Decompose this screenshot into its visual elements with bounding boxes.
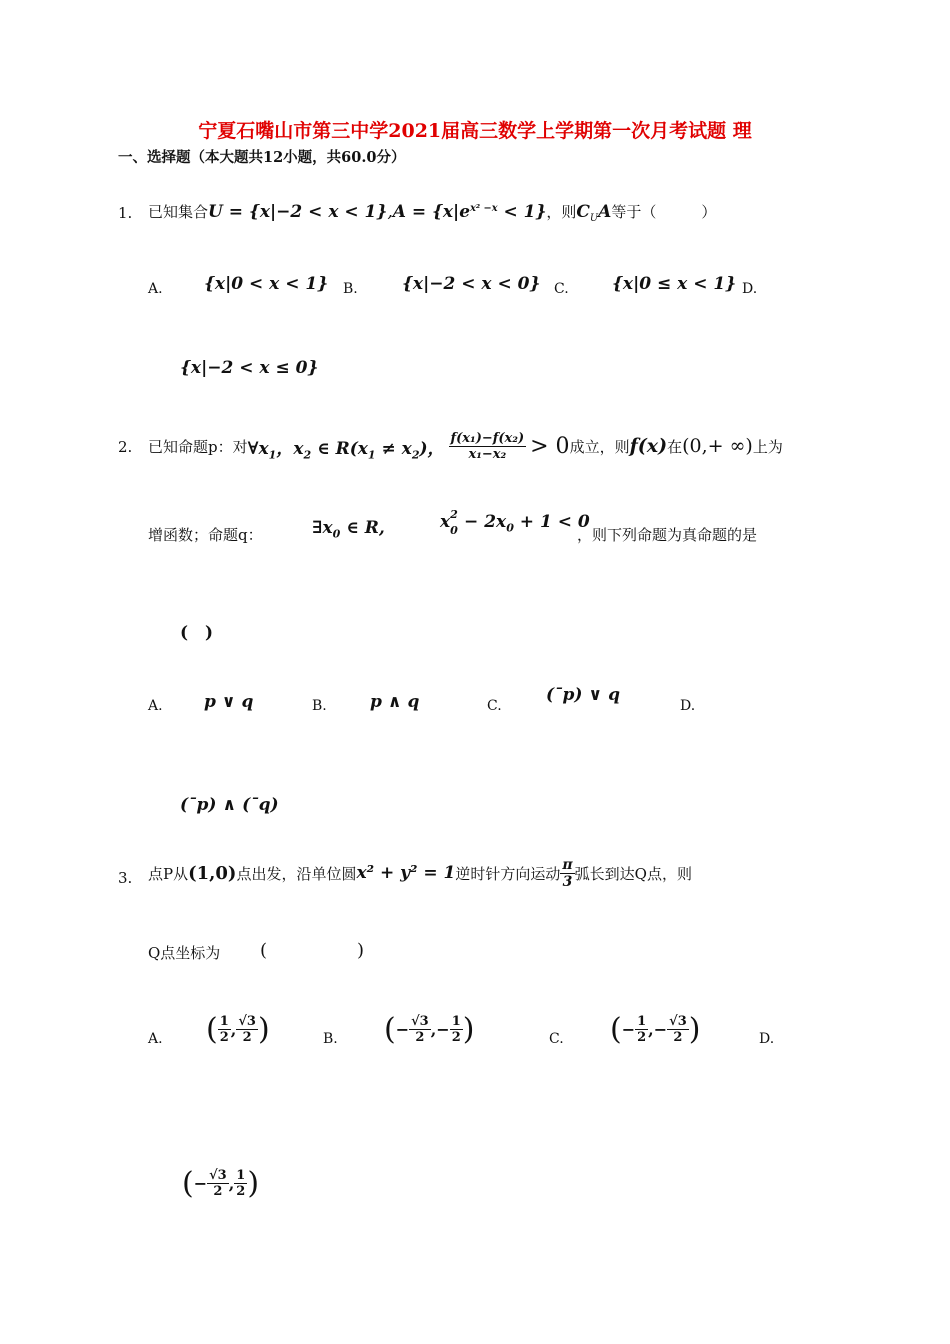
q3-option-b: (− $\frac{√3}{2}$ ,− $\frac{1}{2}$ ) (384, 1012, 475, 1047)
q2-forall-sub: 1 (268, 447, 277, 461)
q3-mid: 点出发，沿单位圆 (236, 864, 357, 883)
q1-option-d: {x|−2 < x ≤ 0} (180, 358, 319, 378)
q2-forall: ∀x (247, 438, 269, 459)
q3-c-y-num: √3 (669, 1014, 687, 1029)
q1-cua: C (576, 202, 590, 222)
q2-exists-clause (312, 518, 385, 541)
q3-a-y-den: 2 (242, 1030, 252, 1045)
q2-mid2: ∈ R(x (311, 438, 368, 459)
q3-paren: ( ) (260, 940, 365, 961)
q3-b-x-sign: − (395, 1020, 410, 1039)
question-1-stem (148, 196, 716, 228)
q3-option-c: (− $\frac{1}{2}$ ,− $\frac{√3}{2}$ ) (610, 1012, 701, 1047)
q3-a-x-num: 1 (219, 1014, 229, 1029)
q3-b-y-num: 1 (451, 1014, 461, 1029)
q1-option-a: {x|0 < x < 1} (204, 274, 329, 294)
q3-pi-den: 3 (560, 873, 574, 890)
q1-comma: , (387, 202, 393, 222)
q2-option-b-label: B. (312, 698, 327, 714)
q3-c-y-den: 2 (673, 1030, 683, 1045)
q3-b-y-sign: − (436, 1020, 450, 1039)
q1-a-set-post: < 1} (497, 202, 547, 222)
q3-b-x-num: √3 (411, 1014, 429, 1029)
q3-option-b-label: B. (323, 1031, 338, 1047)
q1-option-b-label: B. (343, 281, 358, 297)
q2-frac-den: x₁−x₂ (468, 446, 507, 462)
q3-pre: 点P从 (148, 864, 189, 883)
q2-pre: 已知命题p：对 (148, 437, 248, 456)
q3-pi-num: π (562, 856, 573, 873)
q3-c-y-frac (667, 1014, 689, 1045)
q2-mid1: ，x (276, 438, 304, 459)
q2-option-d: (¯p) ∧ (¯q) (180, 795, 279, 815)
q3-b-x-den: 2 (415, 1030, 425, 1045)
q3-a-y-frac (236, 1014, 258, 1045)
q3-d-x-num: √3 (209, 1168, 227, 1183)
question-2-stem-line1 (148, 416, 783, 476)
q1-post: 等于（ ） (611, 203, 717, 221)
q2-exists-post: ∈ R, (340, 518, 385, 538)
q2-mid2b: ≠ x (375, 438, 412, 459)
q2-option-d-label: D. (680, 698, 696, 714)
q1-mid: ，则 (546, 203, 577, 221)
q1-pre: 已知集合 (148, 203, 209, 221)
q3-c-x-num: 1 (637, 1014, 647, 1029)
q2-mid2-sub2: 2 (411, 447, 420, 461)
q2-option-b: p ∧ q (370, 692, 420, 712)
q2-exists: ∃x (312, 518, 333, 538)
q1-a-set-pre: A = {x|e (392, 202, 471, 222)
q3-a-x-frac (218, 1014, 231, 1045)
q1-a-set-exp: x² −x (470, 203, 498, 214)
q3-c-x-frac (635, 1014, 648, 1045)
q2-option-a: p ∨ q (204, 692, 254, 712)
q2-frac-num: f(x₁)−f(x₂) (450, 430, 525, 446)
q3-line2: Q点坐标为 (148, 944, 221, 962)
question-1-number: 1. (118, 204, 133, 222)
q2-mid2-sub1: 1 (367, 447, 376, 461)
q3-d-y-num: 1 (236, 1168, 246, 1183)
q1-option-d-label: D. (742, 281, 758, 297)
q3-d-y-den: 2 (236, 1184, 246, 1199)
q1-option-c-label: C. (554, 281, 569, 297)
section-heading: 一、选择题（本大题共12小题，共60.0分） (118, 149, 406, 166)
q3-b-x-frac (409, 1014, 431, 1045)
q3-c-y-sign: − (653, 1020, 668, 1039)
q2-gt: > 0 (530, 433, 570, 459)
q2-interval: (0,+ ∞) (682, 435, 753, 457)
q2-option-c: (¯p) ∨ q (546, 685, 621, 705)
q3-c-x-den: 2 (637, 1030, 647, 1045)
question-3-number: 3. (118, 869, 133, 887)
q2-paren: ( ) (180, 623, 214, 643)
q3-circle: x² + y² = 1 (356, 863, 456, 883)
q1-u-set: U = {x|−2 < x < 1} (208, 202, 388, 222)
q2-line2-pre: 增函数；命题q： (148, 526, 263, 544)
q2-post3: 上为 (752, 437, 783, 456)
q2-fx: f(x) (629, 435, 668, 457)
q2-fraction (449, 431, 527, 462)
q3-option-d-label: D. (759, 1031, 775, 1047)
q3-option-a-label: A. (148, 1031, 163, 1047)
q2-post2: 在 (667, 437, 683, 456)
q3-option-a: ( $\frac{1}{2}$ , $\frac{√3}{2}$ ) (206, 1012, 270, 1047)
q3-option-d: (− $\frac{√3}{2}$ , $\frac{1}{2}$ ) (182, 1166, 260, 1201)
q3-c-x-sign: − (621, 1020, 636, 1039)
q2-mid1-sub: 2 (303, 447, 312, 461)
q3-b-y-den: 2 (451, 1030, 461, 1045)
q2-inequality: x 2 0 − $2x_0 + 1 < 0$ (440, 508, 590, 537)
q2-line2-post: ，则下列命题为真命题的是 (577, 526, 758, 544)
q3-a-x-den: 2 (219, 1030, 229, 1045)
q3-d-x-frac (207, 1168, 229, 1199)
q2-ineq-sub2: 0 (506, 521, 514, 535)
q1-option-c: {x|0 ≤ x < 1} (612, 274, 737, 294)
q1-cua-a: A (598, 202, 612, 222)
q2-option-a-label: A. (148, 698, 163, 714)
q2-ineq-x: x (440, 512, 451, 532)
q3-post: 弧长到达Q点，则 (574, 864, 692, 883)
q3-d-x-den: 2 (213, 1184, 223, 1199)
q3-point: (1,0) (188, 862, 237, 884)
q3-pi-fraction (560, 857, 574, 890)
q1-option-a-label: A. (148, 281, 163, 297)
document-title: 宁夏石嘴山市第三中学2021届高三数学上学期第一次月考试题 理 (198, 120, 752, 142)
q3-d-x-sign: − (193, 1174, 208, 1193)
question-3-stem-line1 (148, 848, 692, 898)
q3-option-c-label: C. (549, 1031, 564, 1047)
q3-b-y-frac (450, 1014, 463, 1045)
q2-mid2c: )， (419, 438, 445, 459)
q3-mid2: 逆时针方向运动 (455, 864, 561, 883)
q2-option-c-label: C. (487, 698, 502, 714)
question-2-number: 2. (118, 438, 133, 456)
q1-option-b: {x|−2 < x < 0} (402, 274, 541, 294)
q1-cua-sub: U (589, 213, 599, 224)
q2-post1: 成立，则 (569, 437, 630, 456)
q2-ineq-post: − 2x (458, 512, 507, 532)
q2-ineq-post2: + 1 < 0 (513, 512, 590, 532)
q3-d-y-frac (234, 1168, 247, 1199)
q2-exists-sub: 0 (332, 527, 341, 541)
q3-a-y-num: √3 (238, 1014, 256, 1029)
